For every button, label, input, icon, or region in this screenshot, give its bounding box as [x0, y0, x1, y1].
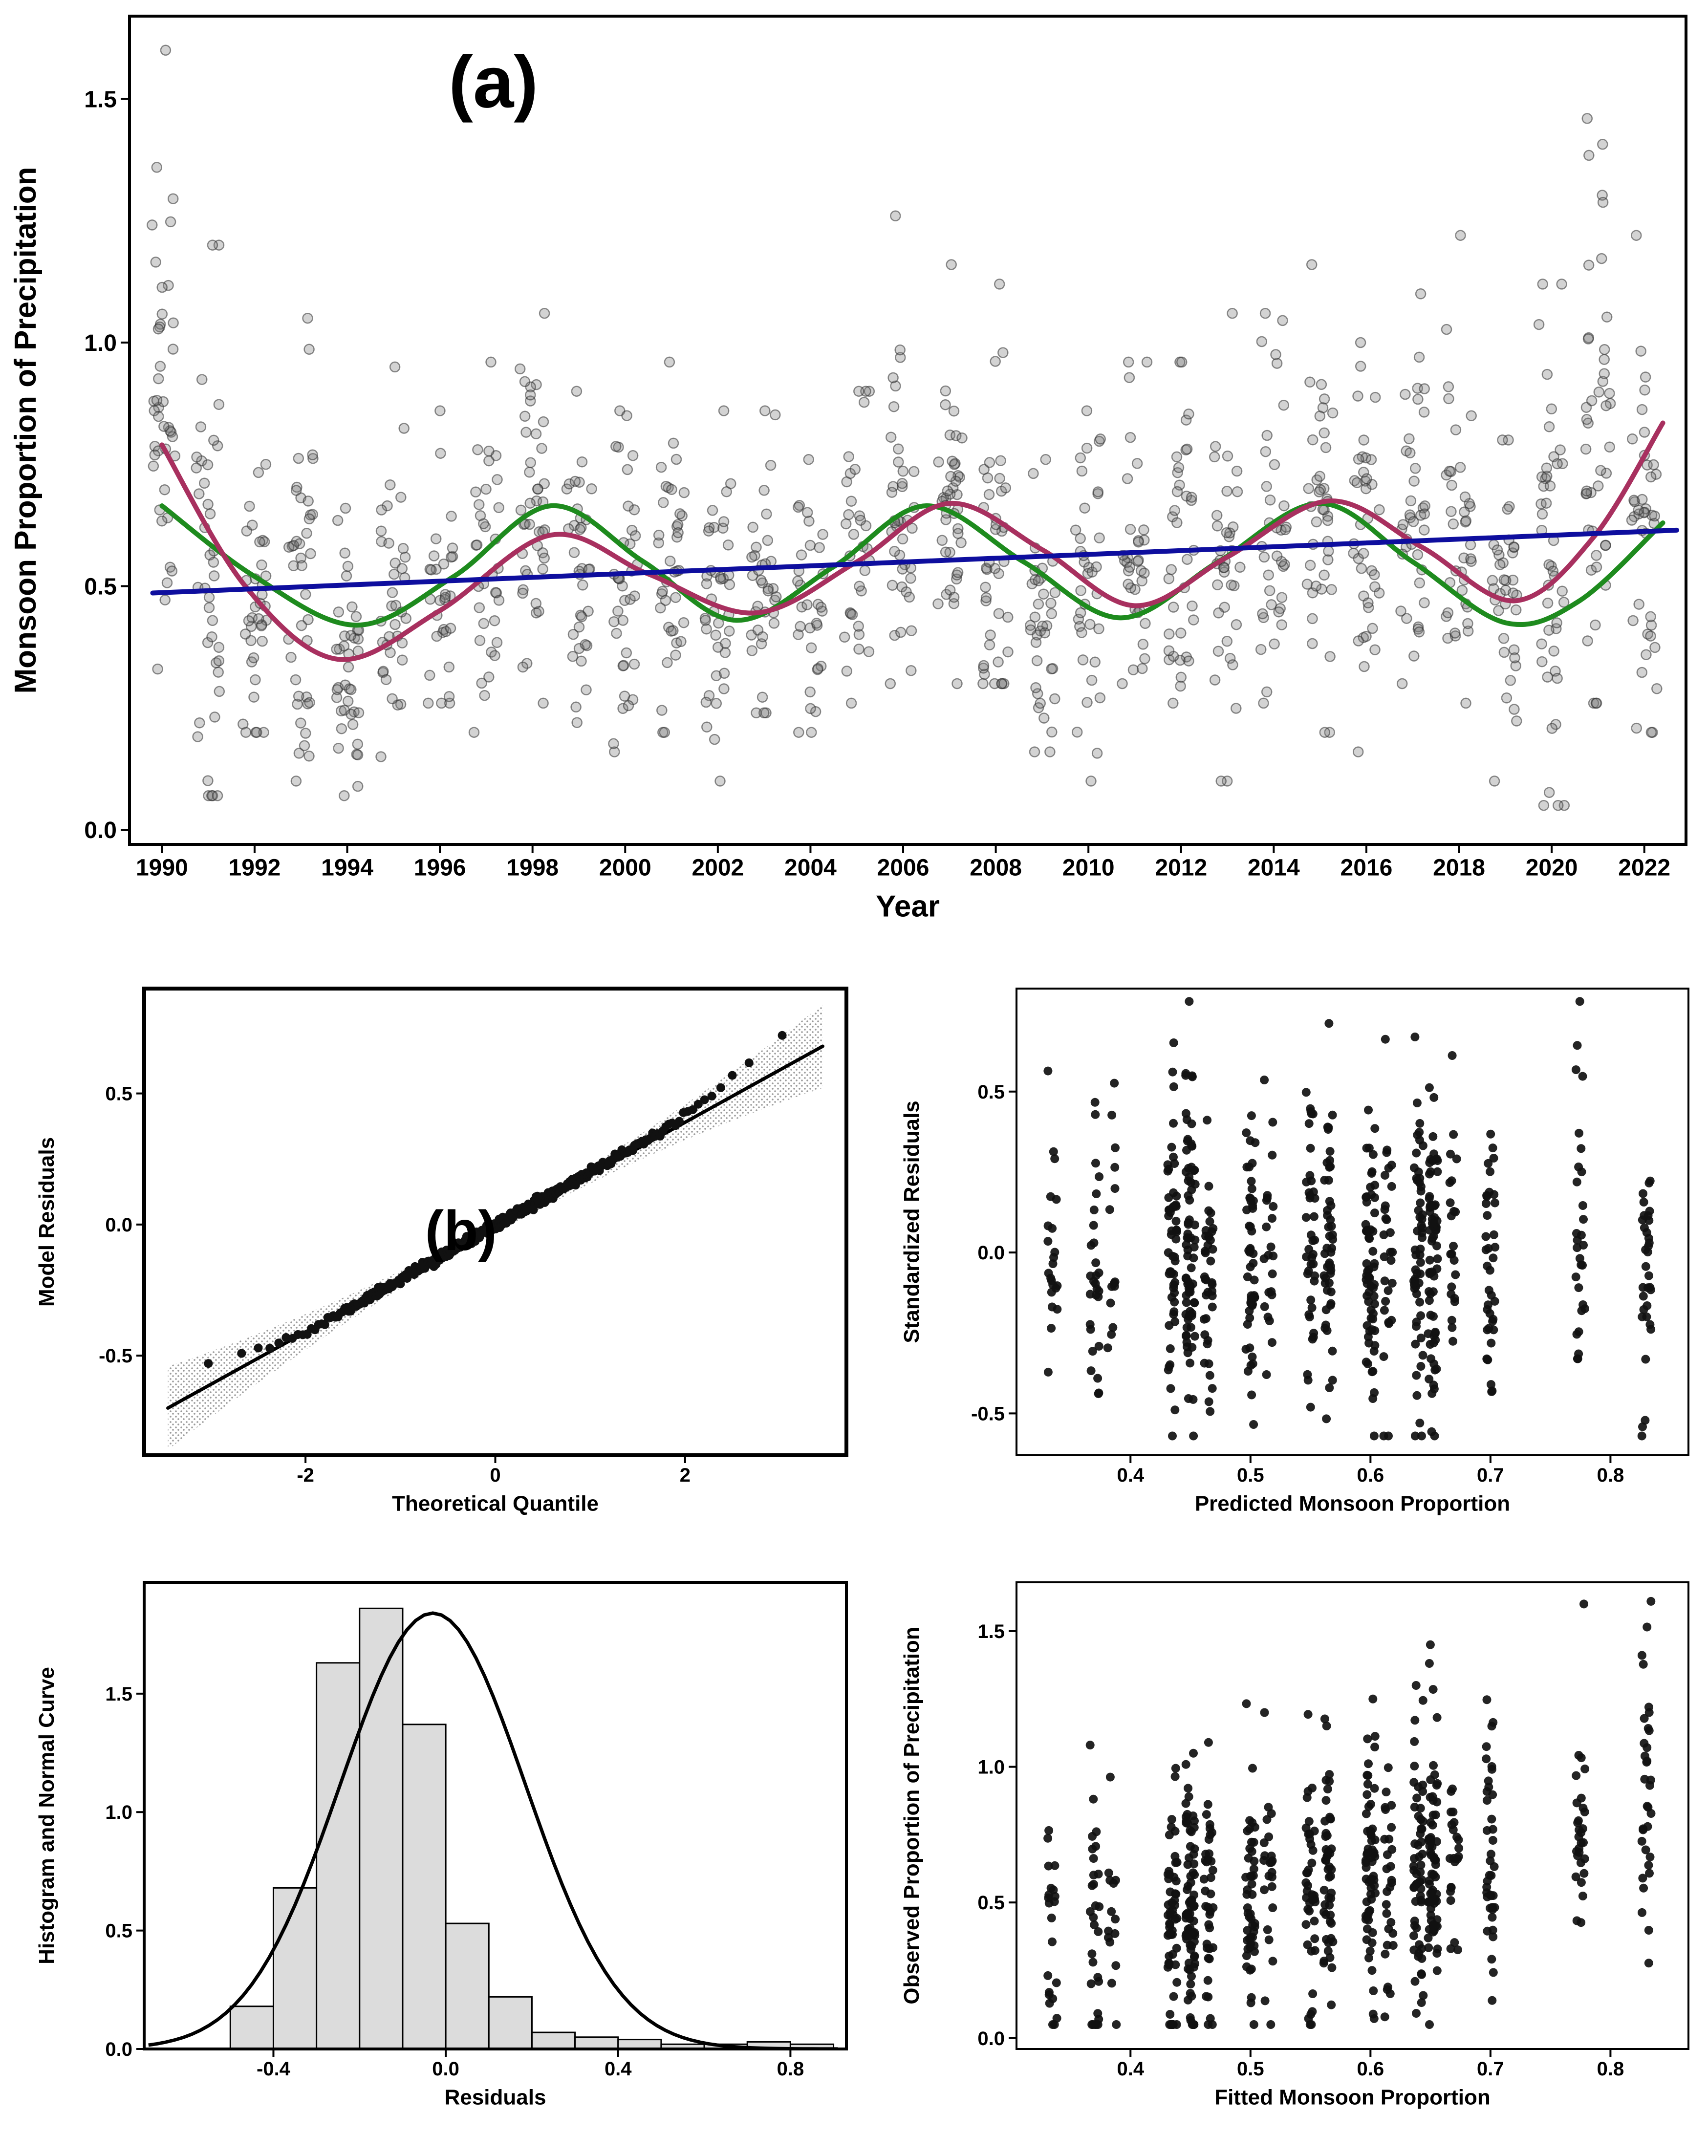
y-axis-title: Histogram and Normal Curve: [35, 1667, 59, 1964]
y-axis: [971, 1081, 1016, 1425]
panel_c-chart: [894, 980, 1703, 1559]
y-tick-label: 1.0: [977, 1756, 1005, 1778]
x-tick-label: 2006: [877, 855, 930, 881]
y-tick-label: 0.5: [977, 1892, 1005, 1914]
x-axis-title: Theoretical Quantile: [392, 1491, 599, 1516]
y-axis-title: Monsoon Proportion of Precipitation: [9, 167, 43, 694]
panel-d-residual-histogram: [29, 1574, 860, 2155]
y-tick-label: 0.0: [105, 2039, 132, 2060]
x-tick-label: 0.5: [1236, 1465, 1264, 1486]
y-axis-title: Standardized Residuals: [900, 1100, 924, 1343]
y-tick-label: 0.0: [977, 2027, 1005, 2049]
x-axis: [1117, 1455, 1624, 1486]
x-tick-label: 2002: [692, 855, 744, 881]
x-tick-label: 0.5: [1236, 2058, 1264, 2080]
panel-b-qq-plot: [29, 980, 860, 1561]
x-tick-label: 2016: [1340, 855, 1393, 881]
panel_e-chart: [894, 1574, 1703, 2153]
panel-tag-label: (a): [448, 41, 539, 123]
x-tick-label: 2012: [1155, 855, 1208, 881]
x-tick-label: -0.4: [257, 2058, 290, 2080]
y-tick-label: 0.0: [84, 817, 117, 843]
x-tick-label: -2: [297, 1465, 314, 1486]
y-axis: [105, 1683, 144, 2060]
x-tick-label: 1996: [413, 855, 466, 881]
x-tick-label: 2020: [1525, 855, 1578, 881]
x-tick-label: 0.8: [777, 2058, 804, 2080]
x-axis: [136, 844, 1670, 881]
x-tick-label: 0.8: [1597, 2058, 1624, 2080]
panel-tag-label: (b): [425, 1199, 497, 1262]
y-axis-title: Model Residuals: [35, 1137, 59, 1307]
y-tick-label: 1.5: [84, 86, 117, 113]
y-tick-label: 0.0: [977, 1242, 1005, 1264]
x-axis: [297, 1455, 691, 1486]
panel_d-chart: [29, 1574, 860, 2153]
panel_b-chart: [29, 980, 860, 1559]
y-axis: [977, 1621, 1016, 2049]
x-tick-label: 0.8: [1597, 1465, 1624, 1486]
x-tick-label: 0.4: [1117, 1465, 1145, 1486]
x-tick-label: 2010: [1062, 855, 1115, 881]
x-tick-label: 2018: [1433, 855, 1485, 881]
y-tick-label: 0.5: [977, 1081, 1005, 1103]
y-tick-label: -0.5: [971, 1403, 1005, 1425]
x-tick-label: 1990: [135, 855, 188, 881]
x-tick-label: 0.7: [1477, 1465, 1504, 1486]
x-tick-label: 2022: [1618, 855, 1671, 881]
x-tick-label: 0.0: [432, 2058, 459, 2080]
x-axis-title: Fitted Monsoon Proportion: [1214, 2085, 1491, 2110]
x-axis-title: Predicted Monsoon Proportion: [1194, 1491, 1511, 1516]
x-tick-label: 1992: [228, 855, 281, 881]
y-tick-label: 0.0: [105, 1214, 132, 1236]
y-tick-label: 0.5: [84, 574, 117, 600]
x-tick-label: 0: [490, 1465, 501, 1486]
y-axis-title: Observed Proportion of Precipitation: [900, 1627, 924, 2005]
panel-c-residuals-vs-predicted: [894, 980, 1703, 1561]
x-tick-label: 0.4: [604, 2058, 632, 2080]
plot-background: [1016, 989, 1688, 1455]
y-tick-label: 1.5: [977, 1620, 1005, 1642]
y-axis: [84, 86, 130, 843]
x-axis: [1117, 2049, 1624, 2080]
y-tick-label: 1.5: [105, 1683, 132, 1705]
x-tick-label: 2004: [784, 855, 837, 881]
x-tick-label: 2014: [1247, 855, 1300, 881]
panel-a-monsoon-proportion-timeseries: [7, 4, 1701, 971]
panel_a-chart: [7, 4, 1701, 969]
x-tick-label: 1994: [321, 855, 373, 881]
x-tick-label: 2000: [599, 855, 651, 881]
x-tick-label: 0.6: [1357, 1465, 1384, 1486]
x-tick-label: 0.6: [1357, 2058, 1384, 2080]
y-axis: [99, 1083, 144, 1367]
x-tick-label: 0.7: [1477, 2058, 1504, 2080]
plot-background: [144, 1582, 846, 2049]
x-tick-label: 2: [679, 1465, 691, 1486]
x-axis-title: Year: [875, 889, 940, 924]
y-tick-label: 0.5: [105, 1920, 132, 1942]
y-tick-label: 1.0: [84, 330, 117, 356]
plot-background: [1016, 1582, 1688, 2049]
x-tick-label: 1998: [506, 855, 559, 881]
y-tick-label: -0.5: [99, 1345, 132, 1367]
x-tick-label: 2008: [970, 855, 1022, 881]
x-tick-label: 0.4: [1117, 2058, 1145, 2080]
y-tick-label: 1.0: [105, 1802, 132, 1824]
panel-e-observed-vs-fitted: [894, 1574, 1703, 2155]
x-axis: [257, 2049, 804, 2080]
x-axis-title: Residuals: [444, 2085, 546, 2110]
y-tick-label: 0.5: [105, 1083, 132, 1105]
